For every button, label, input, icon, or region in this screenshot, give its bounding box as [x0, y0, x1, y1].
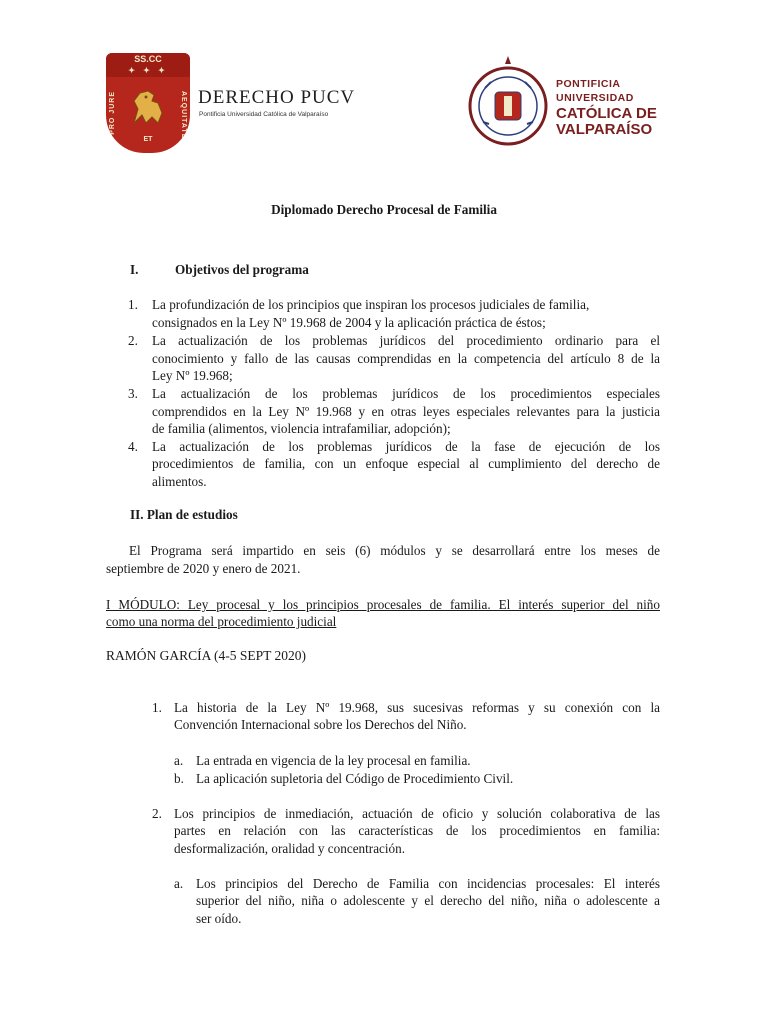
topic-2a-letter: a. [174, 876, 184, 891]
module-1-title-line-2: como una norma del procedimiento judicial [106, 614, 337, 629]
topic-1a-text: La entrada en vigencia de la ley procesal en familia. [196, 753, 471, 768]
shield-top-text: SS.CC [134, 54, 162, 64]
topic-2a-line-1: Los principios del Derecho de Familia con incidencias procesales: El interés [196, 876, 660, 891]
objective-4-number: 4. [128, 439, 138, 454]
objective-3-line-2: comprendidos en la Ley Nº 19.968 y en otras leyes especiales relevantes para la justicia [152, 404, 660, 419]
objective-1-line-2: consignados en la Ley Nº 19.968 de 2004 y la aplicación práctica de éstos; [152, 315, 546, 330]
section-1-heading: Objetivos del programa [175, 262, 309, 277]
topic-2a-line-2: superior del niño, niña o adolescente y el derecho del niño, niña o adolescente a [196, 893, 660, 908]
objective-3-line-1: La actualización de los problemas jurídicos de los procedimientos especiales [152, 386, 660, 401]
module-1-teacher: RAMÓN GARCÍA (4-5 SEPT 2020) [106, 648, 307, 663]
module-1-title-line-1: I MÓDULO: Ley procesal y los principios procesales de familia. El interés superior del niño [106, 597, 660, 612]
objective-2-line-1: La actualización de los problemas jurídicos del procedimiento ordinario para el [152, 333, 660, 348]
pucv-line-1: PONTIFICIA [556, 78, 621, 90]
objective-4-line-1: La actualización de los problemas jurídicos de la fase de ejecución de los [152, 439, 660, 454]
pucv-line-4: VALPARAÍSO [556, 121, 653, 138]
section-2-heading: II. Plan de estudios [130, 507, 238, 522]
topic-2a-line-3: ser oído. [196, 911, 242, 926]
brand-subtitle: Pontificia Universidad Católica de Valparaíso [199, 111, 329, 118]
lion-icon [124, 83, 172, 129]
objective-1-number: 1. [128, 297, 138, 312]
university-seal-icon [465, 52, 551, 148]
topic-1b-letter: b. [174, 771, 184, 786]
topic-2-line-2: partes en relación con las características de los procedimientos en familia: [174, 823, 660, 838]
topic-1-line-2: Convención Internacional sobre los Derechos del Niño. [174, 717, 467, 732]
objective-2-number: 2. [128, 333, 138, 348]
pucv-line-2: UNIVERSIDAD [556, 92, 634, 104]
topic-1b-text: La aplicación supletoria del Código de Procedimiento Civil. [196, 771, 514, 786]
brand-name: DERECHO PUCV [198, 87, 356, 108]
pucv-university-logo [465, 50, 665, 154]
pucv-law-shield [106, 53, 190, 153]
objective-3-number: 3. [128, 386, 138, 401]
topic-2-number: 2. [152, 806, 162, 821]
plan-intro-line-1: El Programa será impartido en seis (6) módulos y se desarrollará entre los meses de [129, 543, 660, 558]
topic-1-number: 1. [152, 700, 162, 715]
shield-motto-bottom: ET [143, 136, 153, 143]
objective-3-line-3: de familia (alimentos, violencia intrafamiliar, adopción); [152, 421, 451, 436]
shield-motto-right: AEQUITATE [180, 91, 187, 140]
shield-stars: ✦ ✦ ✦ [128, 66, 168, 75]
objective-2-line-2: conocimiento y fallo de las causas comprendidas en la competencia del artículo 8 de la [152, 351, 660, 366]
objective-4-line-3: alimentos. [152, 474, 207, 489]
topic-2-line-3: desformalización, oralidad y concentración. [174, 841, 406, 856]
derecho-pucv-logo [106, 53, 356, 155]
objective-4-line-2: procedimientos de familia, con un enfoque especial al cumplimiento del derecho de [152, 456, 660, 471]
shield-motto-left: PRO JURE [109, 91, 116, 135]
topic-1-line-1: La historia de la Ley Nº 19.968, sus sucesivas reformas y su conexión con la [174, 700, 660, 715]
topic-1a-letter: a. [174, 753, 184, 768]
objective-1-line-1: La profundización de los principios que inspiran los procesos judiciales de familia, [152, 297, 590, 312]
topic-2-line-1: Los principios de inmediación, actuación de oficio y solución colaborativa de las [174, 806, 660, 821]
document-title: Diplomado Derecho Procesal de Familia [271, 202, 497, 217]
objective-2-line-3: Ley Nº 19.968; [152, 368, 233, 383]
section-1-numeral: I. [130, 262, 139, 277]
plan-intro-line-2: septiembre de 2020 y enero de 2021. [106, 561, 301, 576]
pucv-line-3: CATÓLICA DE [556, 105, 657, 122]
